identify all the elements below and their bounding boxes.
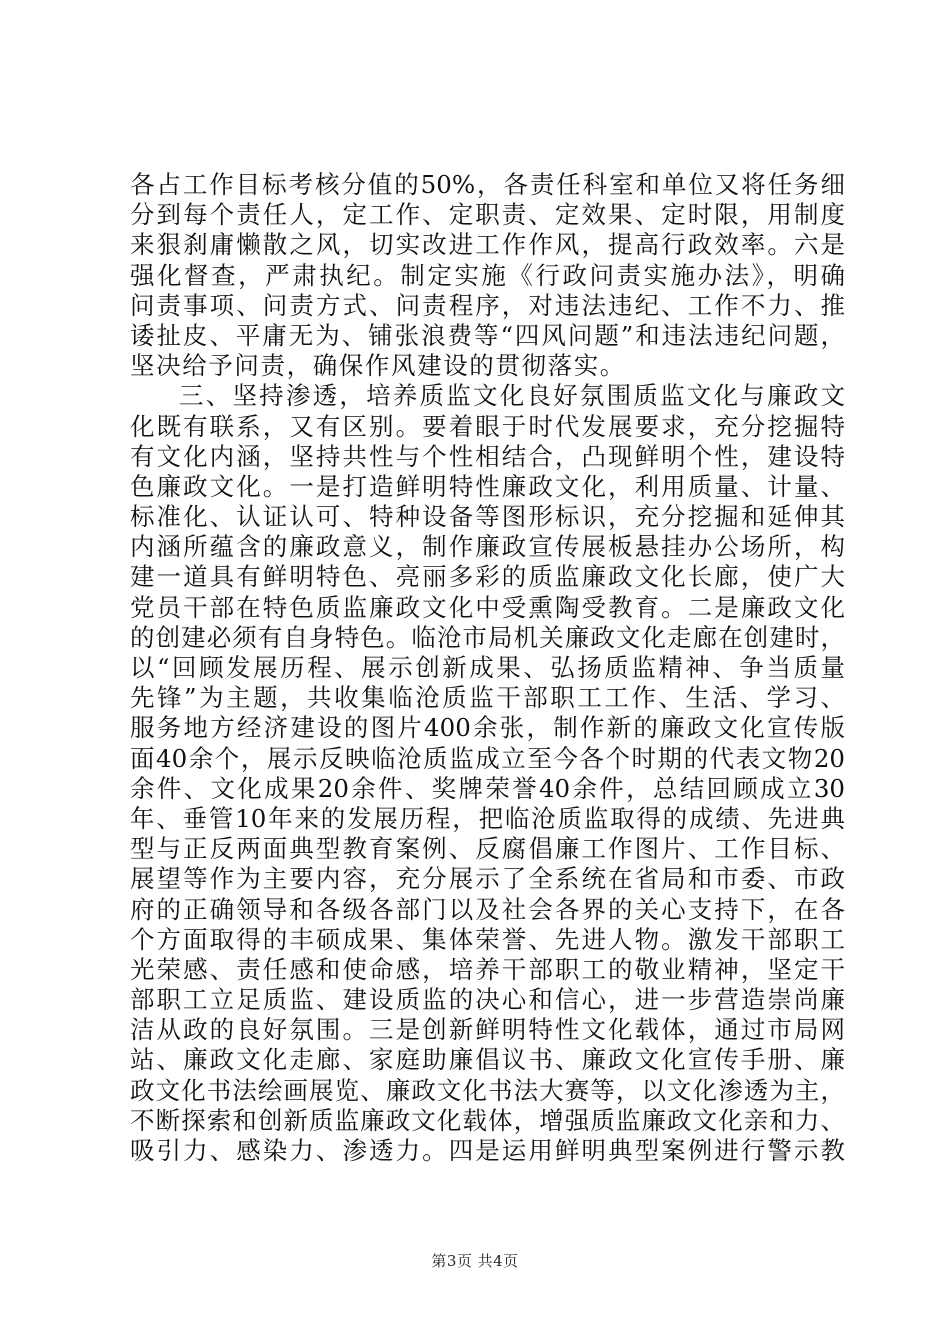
text-line: 党员干部在特色质监廉政文化中受熏陶受教育。二是廉政文化: [130, 592, 845, 622]
text-line: 标准化、认证认可、特种设备等图形标识，充分挖掘和延伸其: [130, 502, 845, 532]
text-line: 展望等作为主要内容，充分展示了全系统在省局和市委、市政: [130, 864, 845, 894]
text-line: 内涵所蕴含的廉政意义，制作廉政宣传展板悬挂办公场所，构: [130, 532, 845, 562]
text-line: 色廉政文化。一是打造鲜明特性廉政文化，利用质量、计量、: [130, 471, 845, 501]
text-line: 面40余个，展示反映临沧质监成立至今各个时期的代表文物20: [130, 743, 845, 773]
text-line: 服务地方经济建设的图片400余张，制作新的廉政文化宣传版: [130, 713, 845, 743]
text-line: 有文化内涵，坚持共性与个性相结合，凸现鲜明个性，建设特: [130, 441, 845, 471]
text-line: 各占工作目标考核分值的50%，各责任科室和单位又将任务细: [130, 170, 845, 199]
text-line: 型与正反两面典型教育案例、反腐倡廉工作图片、工作目标、: [130, 834, 845, 864]
section-heading-line: 三、坚持渗透，培养质监文化良好氛围质监文化与廉政文: [179, 381, 845, 411]
text-line: 来狠刹庸懒散之风，切实改进工作作风，提高行政效率。六是: [130, 230, 845, 260]
text-line: 光荣感、责任感和使命感，培养干部职工的敬业精神，坚定干: [130, 954, 845, 984]
text-line: 府的正确领导和各级各部门以及社会各界的关心支持下，在各: [130, 894, 845, 924]
text-line: 强化督查，严肃执纪。制定实施《行政问责实施办法》，明确: [130, 260, 845, 290]
text-line: 先锋”为主题，共收集临沧质监干部职工工作、生活、学习、: [130, 683, 845, 713]
text-line: 建一道具有鲜明特色、亮丽多彩的质监廉政文化长廊，使广大: [130, 562, 845, 592]
text-line: 个方面取得的丰硕成果、集体荣誉、先进人物。激发干部职工: [130, 924, 845, 954]
text-line: 洁从政的良好氛围。三是创新鲜明特性文化载体，通过市局网: [130, 1015, 845, 1045]
text-line: 分到每个责任人，定工作、定职责、定效果、定时限，用制度: [130, 200, 845, 230]
text-line: 的创建必须有自身特色。临沧市局机关廉政文化走廊在创建时，: [130, 622, 845, 652]
text-line: 诿扯皮、平庸无为、铺张浪费等“四风问题”和违法违纪问题，: [130, 320, 845, 350]
text-line: 部职工立足质监、建设质监的决心和信心，进一步营造崇尚廉: [130, 985, 845, 1015]
text-line: 余件、文化成果20余件、奖牌荣誉40余件，总结回顾成立30: [130, 773, 845, 803]
text-line: 政文化书法绘画展览、廉政文化书法大赛等，以文化渗透为主，: [130, 1075, 845, 1105]
text-line: 年、垂管10年来的发展历程，把临沧质监取得的成绩、先进典: [130, 803, 845, 833]
text-line: 站、廉政文化走廊、家庭助廉倡议书、廉政文化宣传手册、廉: [130, 1045, 845, 1075]
text-line: 化既有联系，又有区别。要着眼于时代发展要求，充分挖掘特: [130, 411, 845, 441]
text-line: 不断探索和创新质监廉政文化载体，增强质监廉政文化亲和力、: [130, 1105, 845, 1135]
text-line: 问责事项、问责方式、问责程序，对违法违纪、工作不力、推: [130, 290, 845, 320]
body-text: [130, 170, 845, 1166]
page-number-footer: 第3页 共4页: [431, 1252, 519, 1270]
text-line: 以“回顾发展历程、展示创新成果、弘扬质监精神、争当质量: [130, 653, 845, 682]
text-line: 吸引力、感染力、渗透力。四是运用鲜明典型案例进行警示教: [130, 1136, 845, 1165]
paragraph-end-line: 坚决给予问责，确保作风建设的贯彻落实。: [130, 351, 626, 381]
